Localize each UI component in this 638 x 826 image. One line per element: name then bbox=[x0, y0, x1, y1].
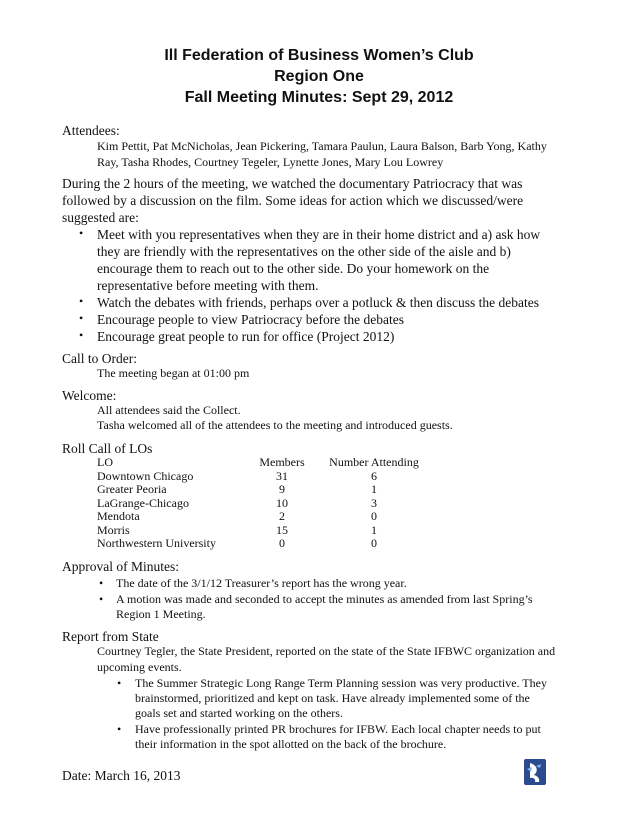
members-count: 0 bbox=[279, 535, 285, 550]
bullet-text: Meet with you representatives when they are in their home district and a) ask how bbox=[97, 227, 541, 242]
bullet-text: Encourage great people to run for office (Project 2012) bbox=[97, 329, 395, 344]
discussion-text: followed by a discussion on the film. Some ideas for action which we discussed/were bbox=[62, 193, 524, 208]
table-row bbox=[0, 470, 638, 483]
members-count: 2 bbox=[279, 509, 285, 524]
bullet-text: encourage them to reach out to the other side. Do your homework on the bbox=[97, 261, 490, 276]
bullet-text: A motion was made and seconded to accept the minutes as amended from last Spring’s bbox=[116, 592, 533, 606]
state-report-heading: Report from State bbox=[62, 629, 159, 644]
welcome-text: All attendees said the Collect. bbox=[97, 403, 241, 417]
state-report-text: upcoming events. bbox=[97, 660, 182, 674]
bullet-text: Have professionally printed PR brochures for IFBW. Each local chapter needs to put bbox=[135, 722, 541, 736]
column-header: LO bbox=[97, 455, 113, 469]
lo-name: LaGrange-Chicago bbox=[97, 495, 189, 510]
call-to-order-text: The meeting began at 01:00 pm bbox=[97, 366, 250, 380]
attending-count: 6 bbox=[371, 469, 377, 483]
discussion-text: During the 2 hours of the meeting, we watched the documentary Patriocracy that was bbox=[62, 176, 523, 191]
attending-count: 1 bbox=[371, 482, 377, 497]
members-count: 15 bbox=[276, 522, 288, 537]
members-count: 10 bbox=[276, 495, 288, 510]
bullet-icon: • bbox=[79, 328, 84, 342]
bullet-text: their information in the spot allotted on the back of the brochure. bbox=[135, 737, 447, 751]
bullet-icon: • bbox=[117, 722, 122, 736]
lo-name: Morris bbox=[97, 522, 130, 537]
discussion-text: suggested are: bbox=[62, 210, 139, 225]
table-header bbox=[0, 456, 638, 470]
call-to-order-heading: Call to Order: bbox=[62, 351, 137, 366]
table-row bbox=[0, 510, 638, 523]
region-title: Region One bbox=[274, 68, 364, 85]
bullet-icon: • bbox=[99, 576, 104, 590]
column-header: Members bbox=[259, 455, 305, 469]
bullet-text: representative before meeting with them. bbox=[97, 278, 319, 293]
members-count: 9 bbox=[279, 482, 285, 497]
bullet-icon: • bbox=[99, 592, 104, 606]
bullet-text: they are friendly with the representatives on the other side of the aisle and b) bbox=[97, 244, 511, 259]
welcome-heading: Welcome: bbox=[62, 388, 117, 403]
bullet-text: Encourage people to view Patriocracy before the debates bbox=[97, 312, 404, 327]
bullet-icon: • bbox=[79, 226, 84, 240]
lo-name: Mendota bbox=[97, 509, 140, 524]
roll-call-table bbox=[0, 456, 638, 550]
table-row bbox=[0, 497, 638, 510]
welcome-text: Tasha welcomed all of the attendees to the meeting and introduced guests. bbox=[97, 418, 453, 432]
org-title: Ill Federation of Business Women’s Club bbox=[164, 47, 474, 64]
bullet-icon: • bbox=[79, 311, 84, 325]
attending-count: 0 bbox=[371, 535, 377, 550]
attendees-line: Ray, Tasha Rhodes, Courtney Tegeler, Lynette Jones, Mary Lou Lowrey bbox=[97, 155, 444, 169]
bullet-text: Region 1 Meeting. bbox=[116, 607, 206, 621]
lo-name: Northwestern University bbox=[97, 535, 216, 550]
table-row bbox=[0, 524, 638, 537]
bullet-text: goals set and started working on the others. bbox=[135, 706, 343, 720]
bullet-text: The date of the 3/1/12 Treasurer’s report has the wrong year. bbox=[116, 576, 407, 590]
bullet-text: Watch the debates with friends, perhaps over a potluck & then discuss the debates bbox=[97, 295, 540, 310]
members-count: 31 bbox=[276, 469, 288, 483]
bpw-logo-icon bbox=[524, 759, 546, 785]
roll-call-heading: Roll Call of LOs bbox=[62, 441, 153, 456]
lo-name: Downtown Chicago bbox=[97, 469, 194, 483]
column-header: Number Attending bbox=[329, 455, 419, 469]
bullet-icon: • bbox=[117, 676, 122, 690]
bullet-text: brainstormed, prioritized and kept on task. Have already implemented some of the bbox=[135, 691, 530, 705]
lo-name: Greater Peoria bbox=[97, 482, 167, 497]
attending-count: 1 bbox=[371, 522, 377, 537]
table-row bbox=[0, 483, 638, 496]
table-row bbox=[0, 537, 638, 550]
attendees-heading: Attendees: bbox=[62, 123, 120, 138]
meeting-title: Fall Meeting Minutes: Sept 29, 2012 bbox=[184, 89, 454, 106]
footer-date: Date: March 16, 2013 bbox=[62, 768, 181, 783]
bullet-icon: • bbox=[79, 294, 84, 308]
state-report-text: Courtney Tegler, the State President, reported on the state of the State IFBWC organization and bbox=[97, 644, 556, 658]
attending-count: 0 bbox=[371, 509, 377, 524]
attending-count: 3 bbox=[371, 495, 377, 510]
attendees-line: Kim Pettit, Pat McNicholas, Jean Pickering, Tamara Paulun, Laura Balson, Barb Yong, Kathy bbox=[97, 139, 547, 153]
bullet-text: The Summer Strategic Long Range Term Planning session was very productive. They bbox=[135, 676, 547, 690]
approval-heading: Approval of Minutes: bbox=[62, 559, 179, 574]
